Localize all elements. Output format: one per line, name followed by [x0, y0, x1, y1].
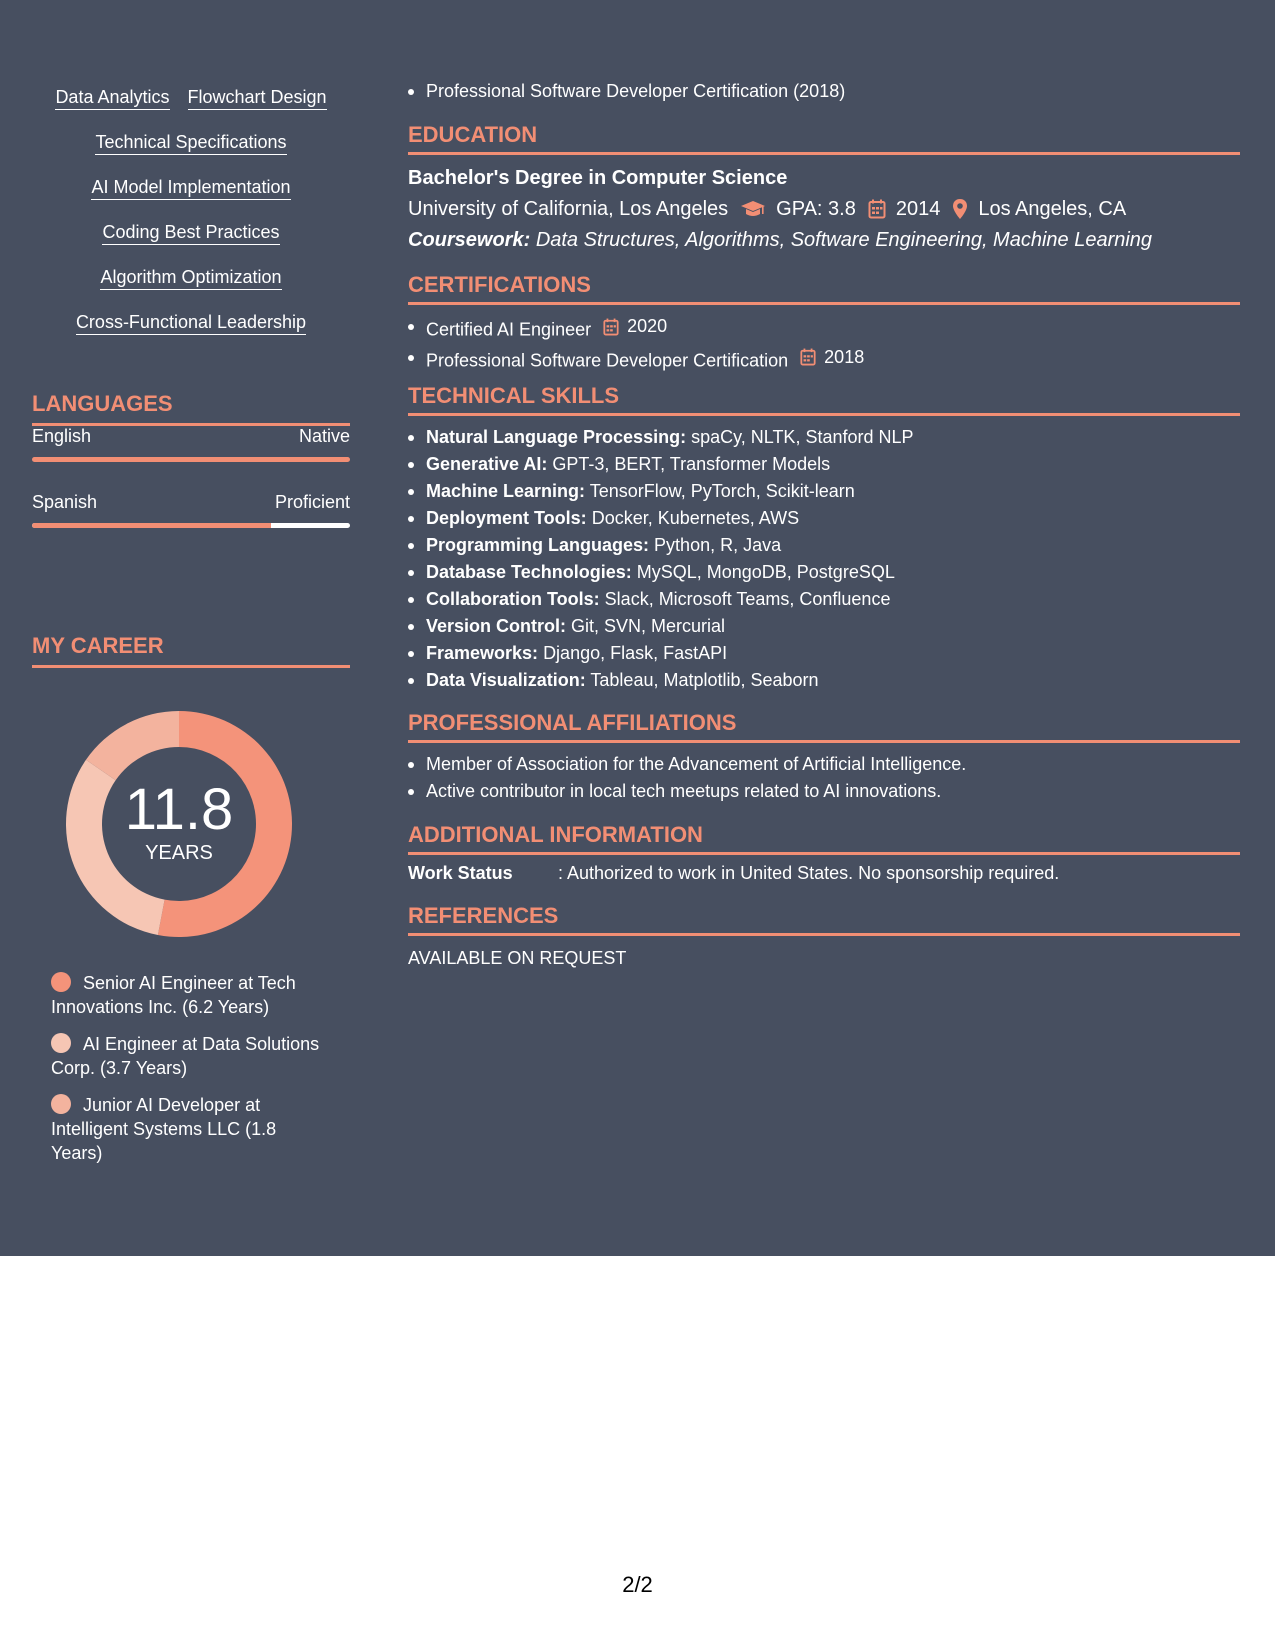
career-legend-item — [51, 1032, 321, 1080]
certification-item — [408, 313, 1240, 344]
technical-skills-section — [408, 383, 1240, 694]
technical-skill-values: Django, Flask, FastAPI — [543, 643, 728, 663]
education-gpa: GPA: 3.8 — [776, 198, 856, 220]
technical-skill-values: spaCy, NLTK, Stanford NLP — [691, 427, 914, 447]
skill-tag: Algorithm Optimization — [100, 266, 281, 290]
affiliation-item: Active contributor in local tech meetups related to AI innovations. — [408, 778, 1240, 805]
technical-skill-category: Natural Language Processing: — [426, 427, 687, 447]
technical-skill-category: Programming Languages: — [426, 535, 650, 555]
language-item — [32, 426, 350, 462]
affiliations-heading: PROFESSIONAL AFFILIATIONS — [408, 710, 1240, 743]
additional-information-section — [408, 822, 1240, 884]
work-status-value: : Authorized to work in United States. No sponsorship required. — [558, 863, 1060, 883]
certification-date — [800, 344, 864, 371]
languages-heading: LANGUAGES — [32, 391, 350, 426]
technical-skill-item — [408, 586, 1240, 613]
calendar-icon — [868, 199, 886, 219]
language-bar-fill — [32, 457, 350, 462]
career-legend-item — [51, 971, 321, 1019]
technical-skill-category: Database Technologies: — [426, 562, 632, 582]
technical-skill-category: Deployment Tools: — [426, 508, 587, 528]
technical-skill-values: TensorFlow, PyTorch, Scikit-learn — [589, 481, 855, 501]
technical-skill-category: Machine Learning: — [426, 481, 586, 501]
skill-row — [32, 266, 350, 290]
legend-dot-icon — [51, 1094, 71, 1114]
technical-skill-category: Data Visualization: — [426, 670, 586, 690]
career-legend-label: AI Engineer at Data Solutions Corp. (3.7 Years) — [51, 1034, 320, 1078]
skill-tag: Cross-Functional Leadership — [76, 311, 306, 335]
top-bullet: Professional Software Developer Certification (2018) — [408, 78, 1240, 105]
references-heading: REFERENCES — [408, 903, 1240, 936]
language-row — [32, 492, 350, 513]
education-section — [408, 122, 1240, 255]
language-bar — [32, 523, 350, 528]
technical-skill-values: Docker, Kubernetes, AWS — [591, 508, 800, 528]
career-legend-item — [51, 1093, 321, 1165]
career-legend-label: Senior AI Engineer at Tech Innovations Inc. (6.2 Years) — [51, 973, 296, 1017]
references-section — [408, 903, 1240, 969]
technical-skill-item — [408, 424, 1240, 451]
language-bar-fill — [32, 523, 271, 528]
work-status — [408, 863, 1240, 884]
technical-skill-values: Python, R, Java — [654, 535, 782, 555]
calendar-icon — [800, 348, 820, 366]
career-legend — [51, 971, 321, 1178]
calendar-icon — [603, 318, 623, 336]
technical-skill-item — [408, 532, 1240, 559]
career-legend-label: Junior AI Developer at Intelligent Systems LLC (1.8 Years) — [51, 1095, 277, 1163]
language-level: Proficient — [274, 492, 350, 512]
legend-dot-icon — [51, 972, 71, 992]
affiliation-item: Member of Association for the Advancement of Artificial Intelligence. — [408, 751, 1240, 778]
references-value: AVAILABLE ON REQUEST — [408, 948, 627, 968]
language-name: English — [32, 426, 92, 446]
technical-skill-category: Collaboration Tools: — [426, 589, 600, 609]
coursework-label: Coursework: — [408, 229, 531, 251]
certifications-heading: CERTIFICATIONS — [408, 272, 1240, 305]
skill-tag: Data Analytics — [55, 86, 169, 110]
certification-year: 2018 — [824, 346, 865, 367]
legend-dot-icon — [51, 1033, 71, 1053]
career-total-value: 11.8 — [124, 777, 234, 842]
skill-row — [32, 176, 350, 200]
language-name: Spanish — [32, 492, 98, 512]
technical-skill-values: Git, SVN, Mercurial — [571, 616, 726, 636]
technical-skill-category: Frameworks: — [426, 643, 539, 663]
certification-year: 2020 — [627, 316, 668, 336]
certification-name: Professional Software Developer Certification — [426, 350, 789, 370]
certification-name: Certified AI Engineer — [426, 319, 592, 340]
career-heading: MY CAREER — [32, 633, 350, 668]
technical-skill-values: Slack, Microsoft Teams, Confluence — [604, 589, 891, 609]
certifications-section — [408, 272, 1240, 374]
technical-skills-list — [408, 424, 1240, 694]
certification-date — [603, 313, 667, 340]
career-total — [66, 777, 292, 865]
technical-skill-category: Generative AI: — [426, 454, 548, 474]
graduation-cap-icon — [740, 199, 766, 219]
work-status-label: Work Status — [408, 863, 513, 883]
skill-tag: Technical Specifications — [95, 131, 286, 155]
education-degree: Bachelor's Degree in Computer Science — [408, 167, 788, 189]
skill-row — [32, 311, 350, 335]
technical-skill-item — [408, 613, 1240, 640]
skills-list — [32, 86, 350, 356]
education-coursework — [408, 225, 1240, 255]
career-total-unit: YEARS — [145, 842, 213, 864]
language-bar — [32, 457, 350, 462]
technical-skill-item — [408, 559, 1240, 586]
technical-skill-item — [408, 478, 1240, 505]
technical-skill-item — [408, 667, 1240, 694]
technical-skill-item — [408, 505, 1240, 532]
technical-skills-heading: TECHNICAL SKILLS — [408, 383, 1240, 416]
certification-item — [408, 344, 1240, 375]
education-details — [408, 193, 1240, 225]
affiliations-list — [408, 751, 1240, 805]
skill-row — [32, 221, 350, 245]
technical-skill-item — [408, 640, 1240, 667]
sidebar — [0, 0, 383, 1256]
language-item — [32, 492, 350, 528]
technical-skill-values: MySQL, MongoDB, PostgreSQL — [636, 562, 895, 582]
technical-skill-values: GPT-3, BERT, Transformer Models — [552, 454, 831, 474]
skill-row — [32, 131, 350, 155]
technical-skill-item — [408, 451, 1240, 478]
skill-row — [32, 86, 350, 110]
technical-skill-category: Version Control: — [426, 616, 567, 636]
map-pin-icon — [952, 198, 968, 220]
coursework-list: Data Structures, Algorithms, Software Engineering, Machine Learning — [535, 229, 1153, 251]
skill-tag: AI Model Implementation — [91, 176, 290, 200]
affiliations-section — [408, 710, 1240, 805]
additional-information-heading: ADDITIONAL INFORMATION — [408, 822, 1240, 855]
education-school: University of California, Los Angeles — [408, 198, 729, 220]
education-heading: EDUCATION — [408, 122, 1240, 155]
skill-tag: Flowchart Design — [188, 86, 327, 110]
technical-skill-values: Tableau, Matplotlib, Seaborn — [590, 670, 819, 690]
skill-tag: Coding Best Practices — [102, 221, 279, 245]
page-number: 2/2 — [622, 1572, 653, 1597]
education-location: Los Angeles, CA — [978, 198, 1127, 220]
language-level: Native — [298, 426, 350, 446]
language-row — [32, 426, 350, 447]
certifications-list — [408, 313, 1240, 374]
education-year: 2014 — [895, 198, 941, 220]
